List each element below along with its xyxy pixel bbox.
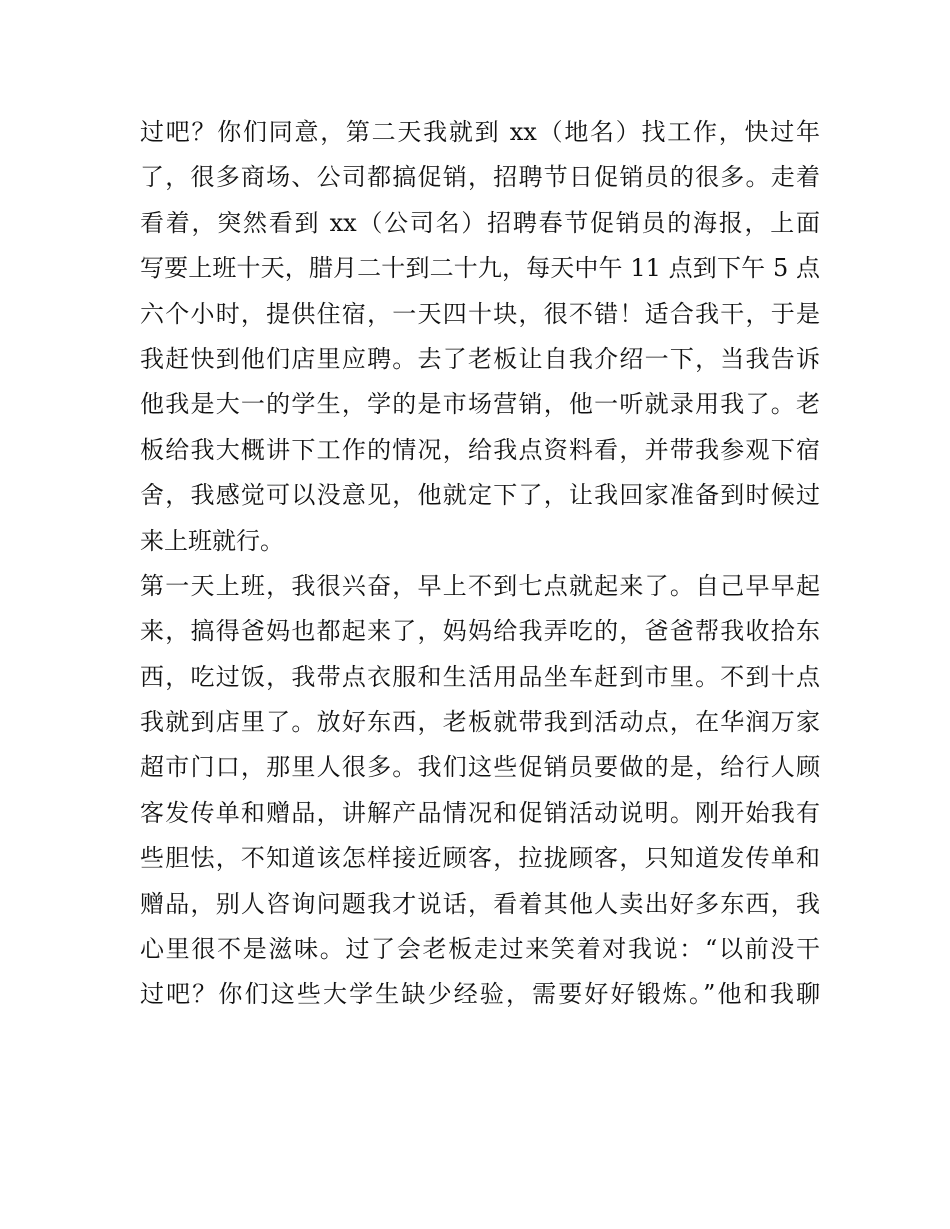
text-line: 他我是大一的学生，学的是市场营销，他一听就录用我了。老: [140, 390, 820, 419]
text-line: 六个小时，提供住宿，一天四十块，很不错！适合我干，于是: [140, 299, 820, 328]
text-line: 些胆怯，不知道该怎样接近顾客，拉拢顾客，只知道发传单和: [140, 844, 820, 873]
text-line: 来上班就行。: [140, 526, 284, 555]
text-line: 过吧？你们同意，第二天我就到 xx（地名）找工作，快过年: [140, 118, 820, 146]
text-line: 我就到店里了。放好东西，老板就带我到活动点，在华润万家: [140, 708, 820, 737]
text-line: 我赶快到他们店里应聘。去了老板让自我介绍一下，当我告诉: [140, 344, 820, 373]
text-line: 板给我大概讲下工作的情况，给我点资料看，并带我参观下宿: [140, 435, 820, 464]
text-line: 舍，我感觉可以没意见，他就定下了，让我回家准备到时候过: [140, 481, 820, 510]
text-line: 写要上班十天，腊月二十到二十九，每天中午 11 点到下午 5 点: [140, 254, 820, 283]
text-line: 超市门口，那里人很多。我们这些促销员要做的是，给行人顾: [140, 753, 820, 782]
body-text: [140, 110, 820, 1018]
text-line: 过吧？你们这些大学生缺少经验，需要好好锻炼。”他和我聊: [140, 980, 820, 1009]
text-line: 赠品，别人咨询问题我才说话，看着其他人卖出好多东西，我: [140, 889, 820, 918]
text-line: 心里很不是滋味。过了会老板走过来笑着对我说：“以前没干: [140, 935, 820, 964]
text-line: 了，很多商场、公司都搞促销，招聘节日促销员的很多。走着: [140, 163, 820, 192]
text-line: 来，搞得爸妈也都起来了，妈妈给我弄吃的，爸爸帮我收拾东: [140, 617, 820, 646]
text-line: 看着，突然看到 xx（公司名）招聘春节促销员的海报，上面: [140, 208, 820, 237]
text-line: 客发传单和赠品，讲解产品情况和促销活动说明。刚开始我有: [140, 798, 820, 827]
text-line: 西，吃过饭，我带点衣服和生活用品坐车赶到市里。不到十点: [140, 662, 820, 691]
text-line: 第一天上班，我很兴奋，早上不到七点就起来了。自己早早起: [140, 571, 820, 600]
